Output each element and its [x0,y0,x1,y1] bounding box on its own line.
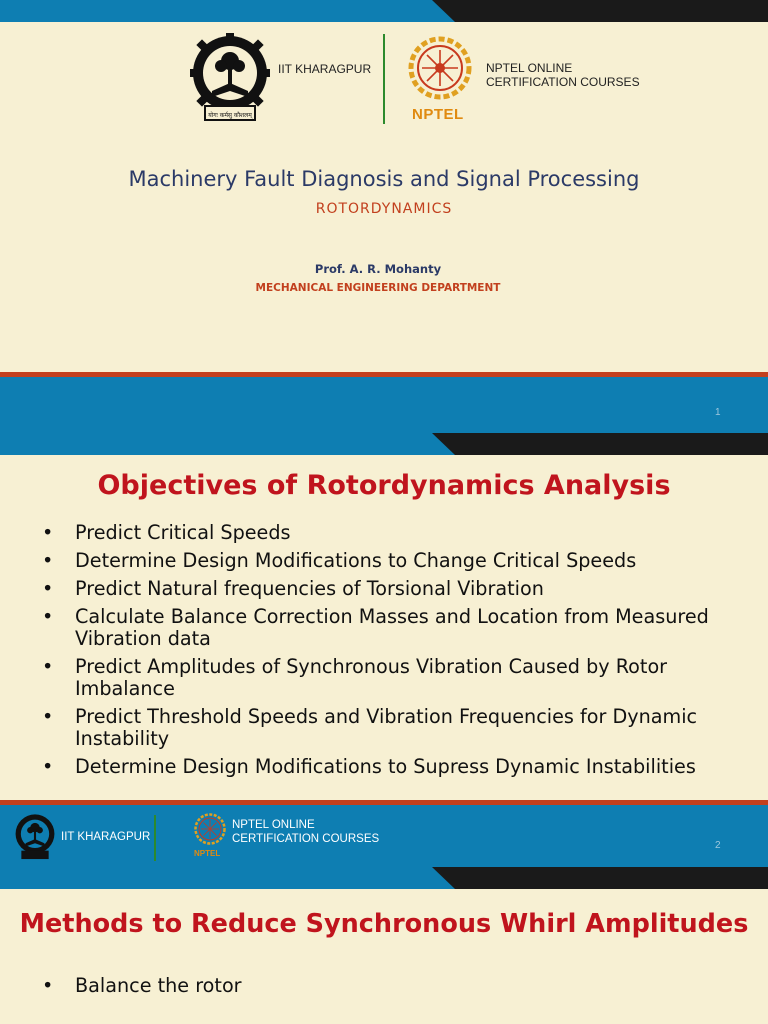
slide-3 [0,889,768,1024]
certification-courses-text: CERTIFICATION COURSES [486,75,640,89]
nptel-logo-icon [404,36,476,104]
slide-1 [0,0,768,455]
nptel-online-text: NPTEL ONLINE [486,61,573,75]
slide-2 [0,455,768,889]
list-item: • Balance the rotor [42,974,242,997]
course-title: Machinery Fault Diagnosis and Signal Processing [128,167,640,191]
iit-emblem-icon [14,812,56,862]
slide-heading: Methods to Reduce Synchronous Whirl Amplitudes [19,909,749,939]
footer-certification-courses-text: CERTIFICATION COURSES [232,833,380,845]
footer-nptel-logo-icon [192,813,228,847]
iit-emblem-icon [190,33,270,125]
slide-heading: Objectives of Rotordynamics Analysis [97,470,671,501]
list-item: • Predict Threshold Speeds and Vibration Frequencies for Dynamic Instability [42,705,698,750]
emblem-motto: योगः कर्मसु कौशलम् [208,112,252,119]
methods-list [42,975,732,1003]
page-number: 2 [715,840,721,851]
footer-dark-tab [0,433,768,455]
professor-name: Prof. A. R. Mohanty [314,262,442,276]
footer-nptel-online-text: NPTEL ONLINE [232,819,315,831]
list-item: • Predict Natural frequencies of Torsional Vibration [42,577,544,600]
top-band-dark-tab [0,0,768,22]
list-item: • Calculate Balance Correction Masses and Location from Measured Vibration data [42,605,709,650]
list-item: • Predict Amplitudes of Synchronous Vibration Caused by Rotor Imbalance [42,655,668,700]
footer-nptel-wordmark: NPTEL [194,849,221,858]
footer-dark-tab [0,867,768,889]
page-number: 1 [715,407,721,418]
course-subtitle: ROTORDYNAMICS [315,201,453,217]
iit-kharagpur-logo-text: IIT KHARAGPUR [278,62,372,76]
logo-divider [383,34,385,124]
list-item: • Predict Critical Speeds [42,521,291,544]
footer-iit-kharagpur-text: IIT KHARAGPUR [61,831,151,843]
list-item: • Determine Design Modifications to Supress Dynamic Instabilities [42,755,696,778]
nptel-wordmark: NPTEL [412,106,464,123]
footer-logo-divider [154,815,156,861]
list-item: • Determine Design Modifications to Change Critical Speeds [42,549,637,572]
objectives-list [42,522,732,784]
department-name: MECHANICAL ENGINEERING DEPARTMENT [255,282,501,294]
